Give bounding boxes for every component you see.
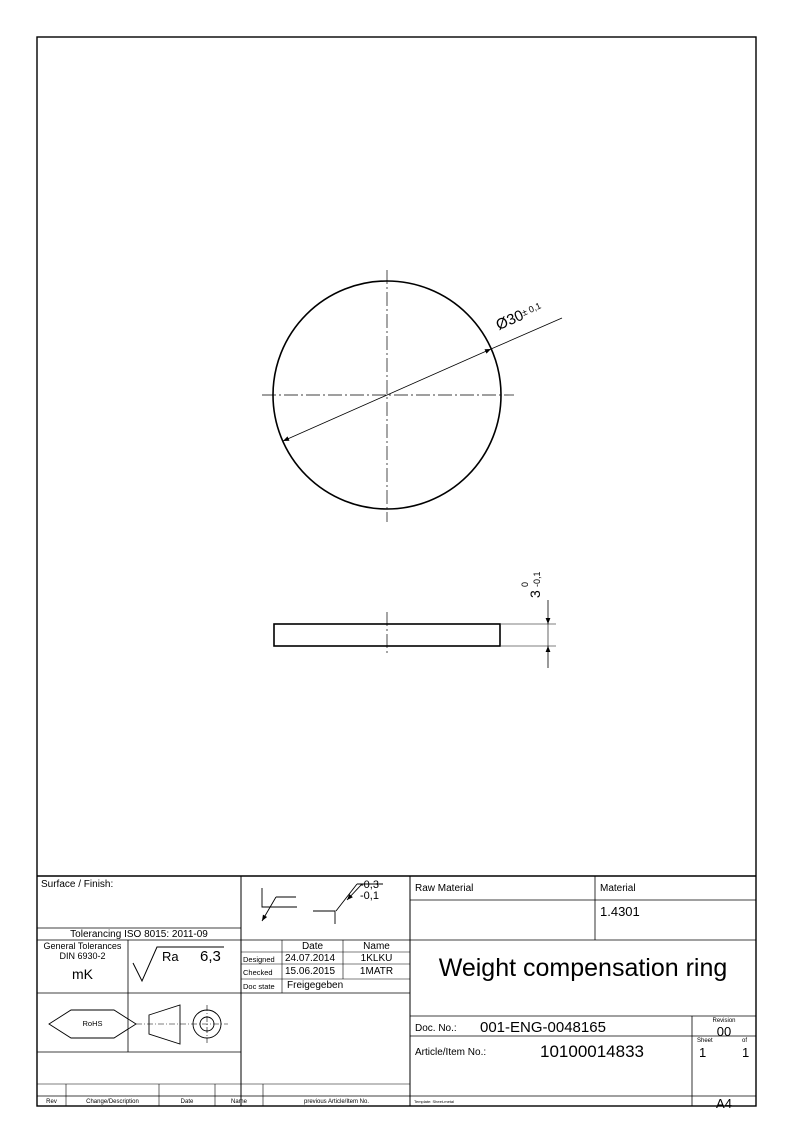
doc-state-label: Doc state [243,982,275,991]
rev-header: Rev [46,1099,57,1105]
revision-value: 00 [716,1024,732,1039]
rohs-label: RoHS [82,1019,103,1028]
sheet-total: 1 [742,1045,750,1060]
doc-state-value: Freigegeben [287,980,344,991]
checked-label: Checked [243,968,273,977]
checked-date: 15.06.2015 [285,966,336,977]
edge-tolerance-upper: -0,3 [360,879,379,891]
sheet-label: Sheet [697,1038,713,1044]
change-description-header: Change/Description [86,1099,139,1105]
title-block-lines [37,876,756,1106]
thickness-upper-tolerance: 0 [520,581,530,587]
sheet-number: 1 [699,1045,707,1060]
template-label: Template: Sheet-metal [414,1099,455,1104]
doc-no-label: Doc. No.: [415,1023,457,1034]
paper-size: A4 [716,1096,732,1111]
previous-article-header: previous Article/Item No. [303,1099,370,1105]
edge-tolerance-lower: -0,1 [360,890,379,902]
article-value: 10100014833 [540,1042,645,1061]
of-label: of [742,1038,748,1044]
rev-date-header: Date [180,1099,194,1105]
raw-material-label: Raw Material [415,883,474,894]
date-header: Date [301,941,324,952]
thickness-lower-tolerance: -0,1 [532,571,542,587]
general-tolerances-standard: DIN 6930-2 [59,951,106,961]
designed-name: 1KLKU [360,953,393,964]
doc-no-value: 001-ENG-0048165 [480,1019,606,1036]
material-value: 1.4301 [600,904,640,919]
rev-name-header: Name [230,1099,247,1105]
designed-date: 24.07.2014 [285,953,336,964]
diameter-value: Ø30 [493,306,527,334]
thickness-nominal: 3 [527,590,543,598]
drawing-title: Weight compensation ring [438,954,728,982]
surface-finish-label: Surface / Finish: [41,879,114,890]
revision-label: Revision [712,1018,736,1024]
general-tolerances-class: mK [72,966,93,982]
roughness-symbol-label: Ra [162,949,179,964]
article-label: Article/Item No.: [415,1047,487,1058]
tolerancing-standard: Tolerancing ISO 8015: 2011-09 [70,929,208,940]
diameter-tolerance: ± 0,1 [520,300,543,318]
side-view [274,600,556,668]
roughness-value: 6,3 [200,948,221,965]
checked-name: 1MATR [359,966,394,977]
name-header: Name [363,941,390,952]
designed-label: Designed [243,955,275,964]
projection-symbol [136,1005,228,1044]
general-tolerances-label: General Tolerances [43,941,122,951]
material-label: Material [600,883,636,894]
